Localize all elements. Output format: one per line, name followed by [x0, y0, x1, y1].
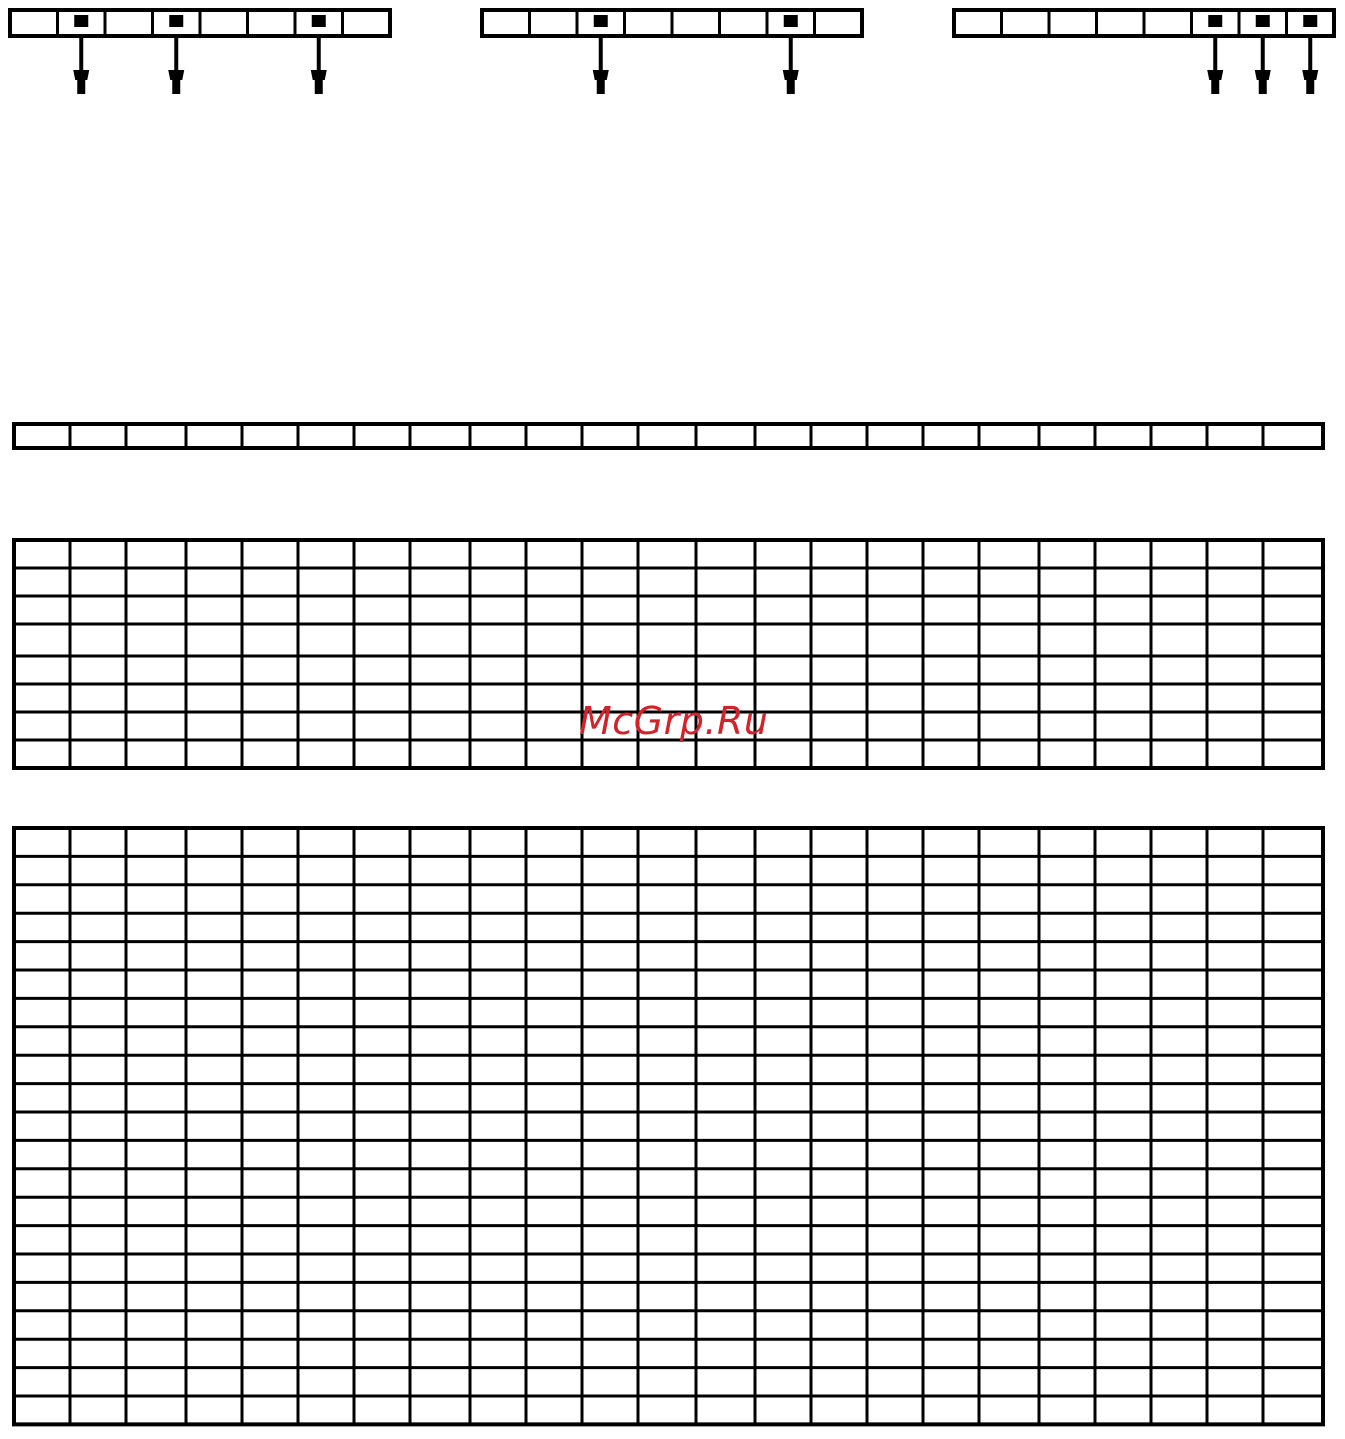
switch-down-indicator [1255, 15, 1271, 94]
down-arrow-icon [1255, 70, 1271, 94]
switch-knob [74, 15, 88, 27]
switch-block-1 [10, 10, 390, 94]
switch-down-indicator [1302, 15, 1318, 94]
down-arrow-icon [1302, 70, 1318, 94]
switch-down-indicator [168, 15, 184, 94]
switch-down-indicator [1207, 15, 1223, 94]
down-arrow-icon [168, 70, 184, 94]
switch-down-indicator [593, 15, 609, 94]
switch-block-3 [954, 10, 1334, 94]
switch-knob [1208, 15, 1222, 27]
switch-knob [594, 15, 608, 27]
switch-knob [1256, 15, 1270, 27]
header-row-table [12, 424, 1325, 448]
grid-table-2 [12, 828, 1325, 1424]
switch-knob [169, 15, 183, 27]
blank-tables [12, 424, 1325, 1424]
switch-knob [784, 15, 798, 27]
dip-switch-diagrams [10, 10, 1334, 94]
switch-block-2 [482, 10, 862, 94]
down-arrow-icon [783, 70, 799, 94]
switch-down-indicator [73, 15, 89, 94]
down-arrow-icon [311, 70, 327, 94]
switch-down-indicator [311, 15, 327, 94]
switch-knob [1303, 15, 1317, 27]
switch-knob [312, 15, 326, 27]
watermark-text: McGrp.Ru [579, 699, 769, 743]
down-arrow-icon [1207, 70, 1223, 94]
down-arrow-icon [73, 70, 89, 94]
down-arrow-icon [593, 70, 609, 94]
switch-down-indicator [783, 15, 799, 94]
